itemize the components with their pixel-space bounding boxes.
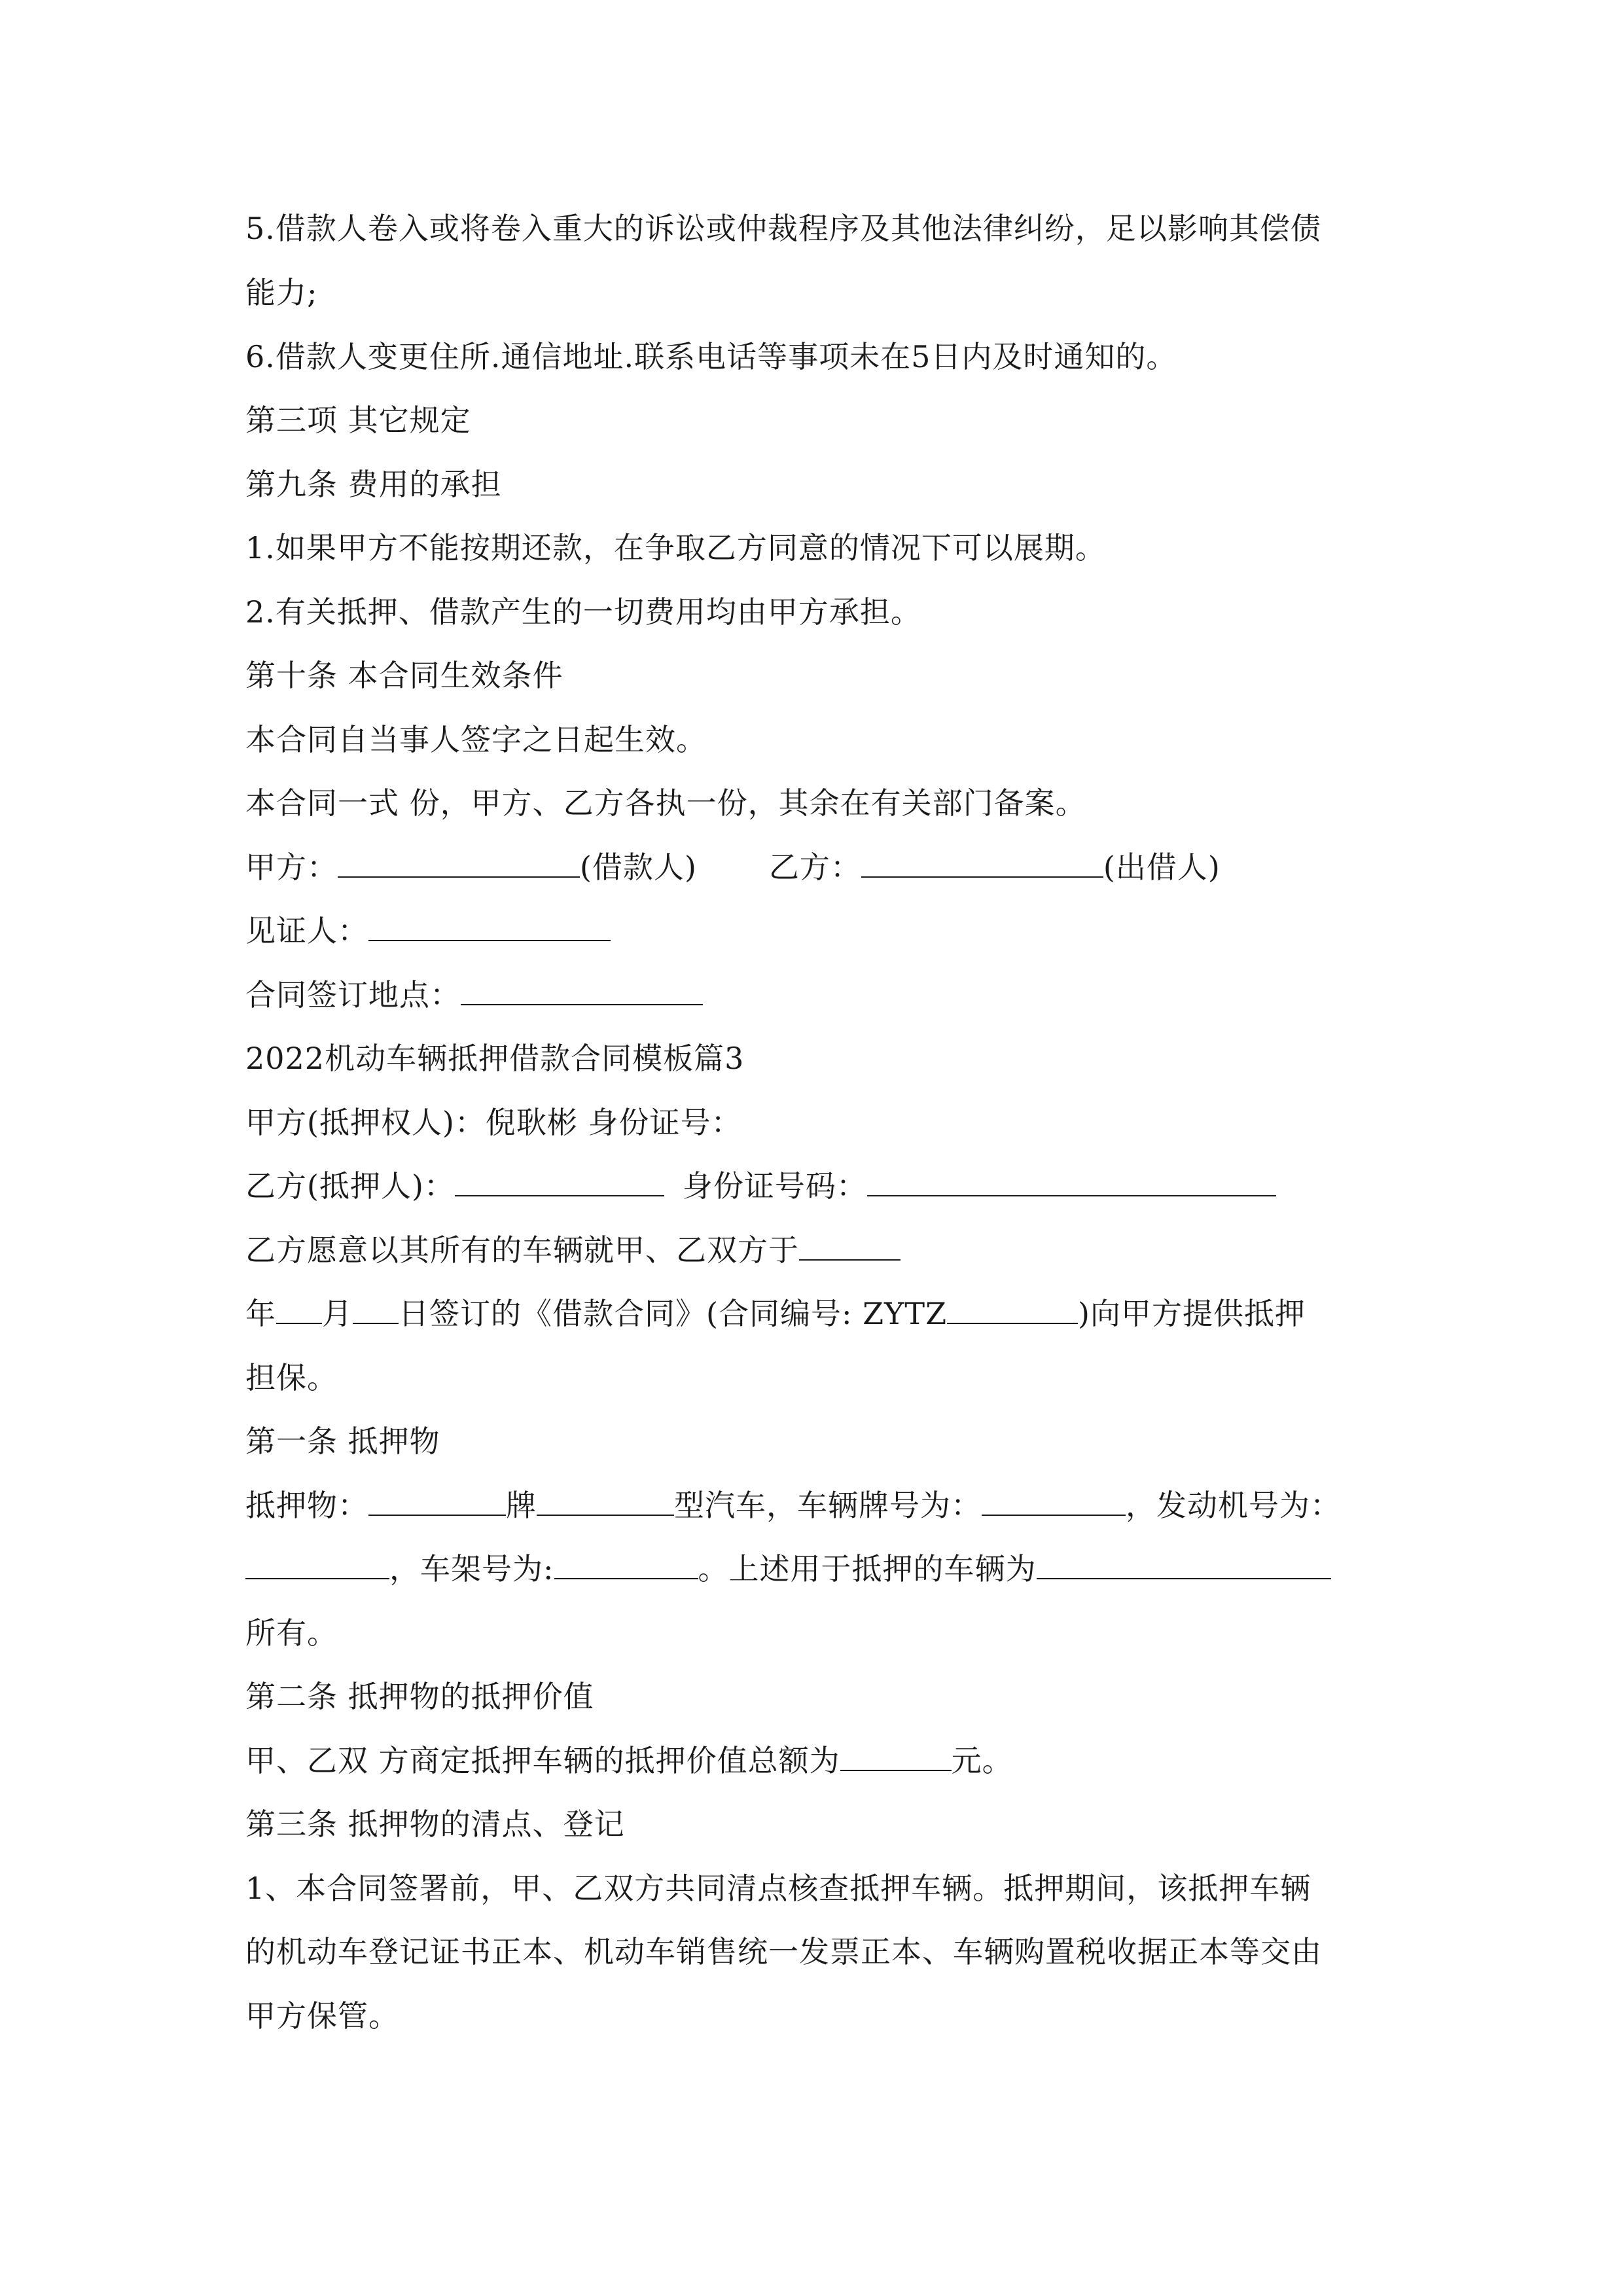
mortgagee-line: 甲方(抵押权人)：倪耿彬 身份证号： bbox=[245, 1105, 742, 1140]
location-line bbox=[245, 975, 703, 1015]
signature-line bbox=[245, 847, 1221, 888]
clause-line: 的机动车登记证书正本、机动车销售统一发票正本、车辆购置税收据正本等交由 bbox=[245, 1934, 1322, 1969]
lender-label: (出借人) bbox=[1103, 850, 1221, 885]
clause-line: 6.借款人变更住所.通信地址.联系电话等事项未在5日内及时通知的。 bbox=[245, 339, 1177, 374]
frame-label: ，车架号为: bbox=[389, 1551, 554, 1587]
day-field[interactable] bbox=[353, 1297, 399, 1324]
clause-line: 本合同自当事人签字之日起生效。 bbox=[245, 722, 707, 757]
year-label: 年 bbox=[245, 1296, 276, 1331]
clause-line: 本合同一式 份，甲方、乙方各执一份，其余在有关部门备案。 bbox=[245, 785, 1086, 821]
clause-text: 乙方愿意以其所有的车辆就甲、乙双方于 bbox=[245, 1232, 799, 1268]
clause-line: 担保。 bbox=[245, 1360, 338, 1395]
clause-line: 所有。 bbox=[245, 1615, 338, 1651]
party-a-label: 甲方： bbox=[245, 850, 338, 885]
clause-line: 能力; bbox=[245, 275, 318, 310]
model-field[interactable] bbox=[537, 1488, 674, 1516]
value-amount-field[interactable] bbox=[840, 1744, 952, 1771]
date-field[interactable] bbox=[799, 1233, 901, 1261]
id-number-field[interactable] bbox=[867, 1169, 1276, 1196]
article-heading: 第一条 抵押物 bbox=[245, 1424, 440, 1459]
article-heading: 第十条 本合同生效条件 bbox=[245, 658, 563, 693]
party-b-label: 乙方： bbox=[768, 850, 861, 885]
document-title: 2022机动车辆抵押借款合同模板篇3 bbox=[245, 1041, 745, 1076]
clause-line: 1.如果甲方不能按期还款，在争取乙方同意的情况下可以展期。 bbox=[245, 530, 1106, 565]
plate-number-field[interactable] bbox=[982, 1488, 1126, 1516]
value-line bbox=[245, 1740, 1013, 1781]
contract-ref-text: 日签订的《借款合同》(合同编号: ZYTZ bbox=[399, 1296, 948, 1331]
year-field[interactable] bbox=[276, 1297, 322, 1324]
value-text: 甲、乙双 方商定抵押车辆的抵押价值总额为 bbox=[245, 1743, 840, 1778]
contract-number-field[interactable] bbox=[947, 1297, 1078, 1324]
clause-text: )向甲方提供抵押 bbox=[1078, 1296, 1306, 1331]
currency-label: 元。 bbox=[951, 1743, 1013, 1778]
clause-line: 1、本合同签署前，甲、乙双方共同清点核查抵押车辆。抵押期间，该抵押车辆 bbox=[245, 1871, 1311, 1906]
clause-line bbox=[245, 1230, 901, 1270]
brand-field[interactable] bbox=[368, 1488, 506, 1516]
brand-label: 牌 bbox=[506, 1488, 537, 1523]
location-field[interactable] bbox=[461, 978, 703, 1005]
contract-date-line bbox=[245, 1293, 1306, 1334]
article-heading: 第三条 抵押物的清点、登记 bbox=[245, 1806, 625, 1842]
id-number-label: 身份证号码： bbox=[682, 1168, 867, 1204]
collateral-label: 抵押物： bbox=[245, 1488, 368, 1523]
mortgagor-name-field[interactable] bbox=[455, 1169, 664, 1196]
frame-number-field[interactable] bbox=[554, 1552, 698, 1579]
party-a-signature-field[interactable] bbox=[338, 850, 580, 878]
witness-line bbox=[245, 910, 611, 951]
month-label: 月 bbox=[322, 1296, 353, 1331]
section-heading: 第三项 其它规定 bbox=[245, 403, 471, 438]
article-heading: 第二条 抵押物的抵押价值 bbox=[245, 1679, 594, 1714]
borrower-label: (借款人) bbox=[580, 850, 697, 885]
owner-text: 。上述用于抵押的车辆为 bbox=[698, 1551, 1037, 1587]
mortgagor-line bbox=[245, 1166, 1276, 1206]
article-heading: 第九条 费用的承担 bbox=[245, 467, 502, 502]
collateral-line bbox=[245, 1485, 1341, 1526]
mortgagor-label: 乙方(抵押人)： bbox=[245, 1168, 455, 1204]
plate-label: 型汽车，车辆牌号为： bbox=[674, 1488, 982, 1523]
collateral-line bbox=[245, 1549, 1331, 1589]
location-label: 合同签订地点： bbox=[245, 977, 461, 1013]
engine-label: ，发动机号为： bbox=[1126, 1488, 1341, 1523]
witness-field[interactable] bbox=[368, 914, 611, 941]
clause-line: 2.有关抵押、借款产生的一切费用均由甲方承担。 bbox=[245, 594, 921, 630]
party-b-signature-field[interactable] bbox=[861, 850, 1103, 878]
engine-number-field[interactable] bbox=[245, 1552, 389, 1579]
owner-field[interactable] bbox=[1037, 1552, 1331, 1579]
witness-label: 见证人： bbox=[245, 913, 368, 948]
clause-line: 5.借款人卷入或将卷入重大的诉讼或仲裁程序及其他法律纠纷，足以影响其偿债 bbox=[245, 211, 1321, 246]
clause-line: 甲方保管。 bbox=[245, 1998, 399, 2034]
